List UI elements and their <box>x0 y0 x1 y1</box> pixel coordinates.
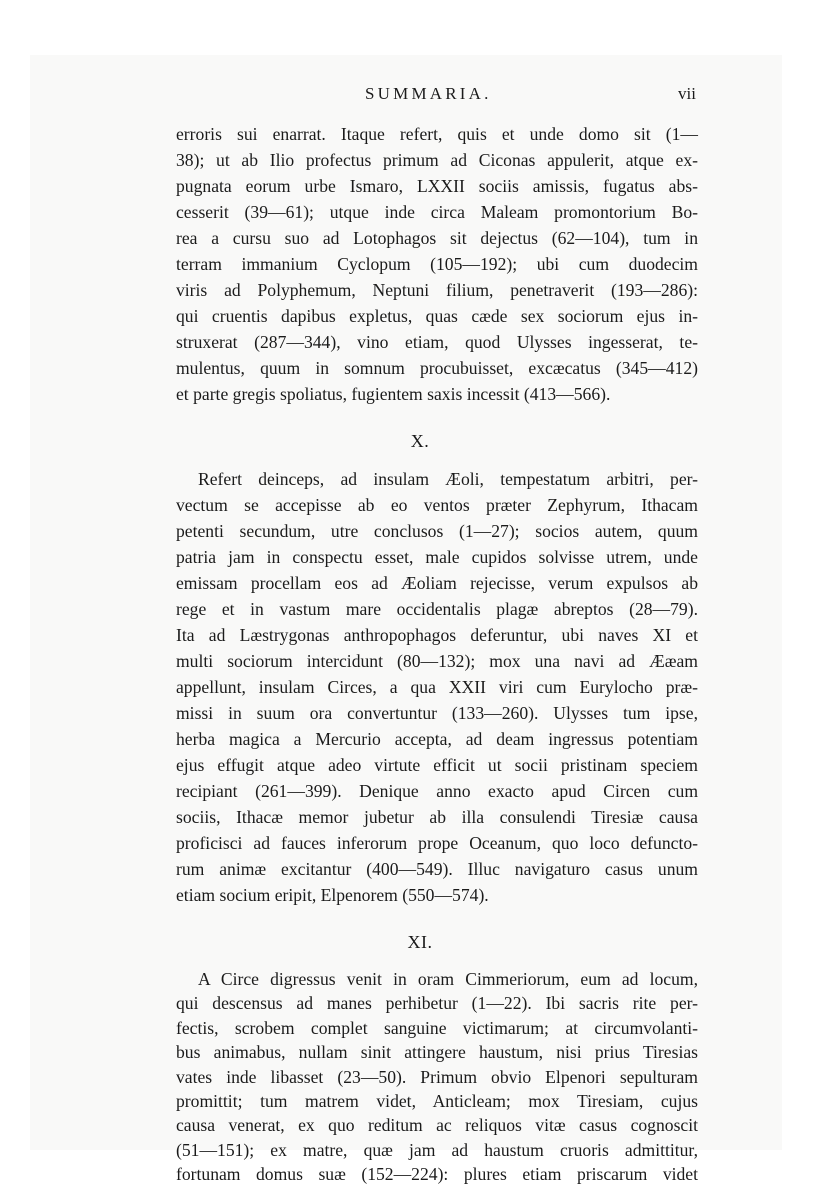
text-line: patria jam in conspectu esset, male cupidos solvisse utrem, unde <box>176 547 698 567</box>
page-header <box>0 84 840 108</box>
text-line: sociis, Ithacæ memor jubetur ab illa consulendi Tiresiæ causa <box>176 807 698 827</box>
text-line: appellunt, insulam Circes, a qua XXII viri cum Eurylocho præ- <box>176 677 698 697</box>
text-line: promittit; tum matrem videt, Anticleam; mox Tiresiam, cujus <box>176 1091 698 1111</box>
section-heading: XI. <box>407 932 433 952</box>
text-line: herba magica a Mercurio accepta, ad deam ingressus potentiam <box>176 729 698 749</box>
text-line: vates inde libasset (23—50). Primum obvio Elpenori sepulturam <box>176 1066 698 1087</box>
text-line: rum animæ excitantur (400—549). Illuc navigaturo casus unum <box>176 859 698 879</box>
text-line: vectum se accepisse ab eo ventos præter Zephyrum, Ithacam <box>176 495 698 515</box>
text-line: struxerat (287—344), vino etiam, quod Ulysses ingesserat, te- <box>176 332 698 352</box>
text-line: bus animabus, nullam sinit attingere haustum, nisi prius Tiresias <box>176 1042 698 1063</box>
section-heading: X. <box>410 431 430 451</box>
running-title: SUMMARIA. <box>365 84 492 103</box>
text-line: erroris sui enarrat. Itaque refert, quis et unde domo sit (1— <box>176 124 698 144</box>
text-line: qui cruentis dapibus expletus, quas cæde sex sociorum ejus in- <box>176 306 698 326</box>
text-line: proficisci ad fauces inferorum prope Oceanum, quo loco defuncto- <box>176 833 698 853</box>
text-line: 38); ut ab Ilio profectus primum ad Ciconas appulerit, atque ex- <box>176 150 698 170</box>
text-line: A Circe digressus venit in oram Cimmeriorum, eum ad locum, <box>198 969 698 989</box>
text-line: multi sociorum intercidunt (80—132); mox una navi ad Ææam <box>176 651 698 671</box>
text-line: petenti secundum, utre conclusos (1—27); socios autem, quum <box>176 521 698 541</box>
page-number: vii <box>678 84 696 103</box>
text-line: terram immanium Cyclopum (105—192); ubi cum duodecim <box>176 254 698 274</box>
text-line: recipiant (261—399). Denique anno exacto apud Circen cum <box>176 781 698 801</box>
text-line: fortunam domus suæ (152—224): plures etiam priscarum videt <box>176 1164 698 1185</box>
text-line: fectis, scrobem complet sanguine victimarum; at circumvolanti- <box>176 1017 698 1038</box>
text-line: missi in suum ora convertuntur (133—260). Ulysses tum ipse, <box>176 703 698 723</box>
text-line: et parte gregis spoliatus, fugientem saxis incessit (413—566). <box>176 384 611 404</box>
text-line: Ita ad Læstrygonas anthropophagos deferuntur, ubi naves XI et <box>176 625 698 645</box>
text-line: emissam procellam eos ad Æoliam rejecisse, verum expulsos ab <box>176 573 698 593</box>
text-line: qui descensus ad manes perhibetur (1—22). Ibi sacris rite per- <box>176 993 698 1014</box>
text-line: rea a cursu suo ad Lotophagos sit dejectus (62—104), tum in <box>176 228 698 248</box>
text-line: ejus effugit atque adeo virtute efficit ut socii pristinam speciem <box>176 755 698 775</box>
text-line: viris ad Polyphemum, Neptuni filium, penetraverit (193—286): <box>176 280 698 300</box>
text-line: etiam socium eripit, Elpenorem (550—574). <box>176 885 489 905</box>
text-line: (51—151); ex matre, quæ jam ad haustum cruoris admittitur, <box>176 1139 698 1160</box>
text-line: mulentus, quum in somnum procubuisset, excæcatus (345—412) <box>176 358 698 378</box>
text-line: rege et in vastum mare occidentalis plagæ abreptos (28—79). <box>176 599 698 619</box>
text-line: pugnata eorum urbe Ismaro, LXXII sociis amissis, fugatus abs- <box>176 176 698 196</box>
text-line: causa venerat, ex quo reditum ac reliquos vitæ casus cognoscit <box>176 1115 698 1136</box>
text-line: cesserit (39—61); utque inde circa Maleam promontorium Bo- <box>176 202 698 222</box>
text-line: Refert deinceps, ad insulam Æoli, tempestatum arbitri, per- <box>198 469 698 489</box>
